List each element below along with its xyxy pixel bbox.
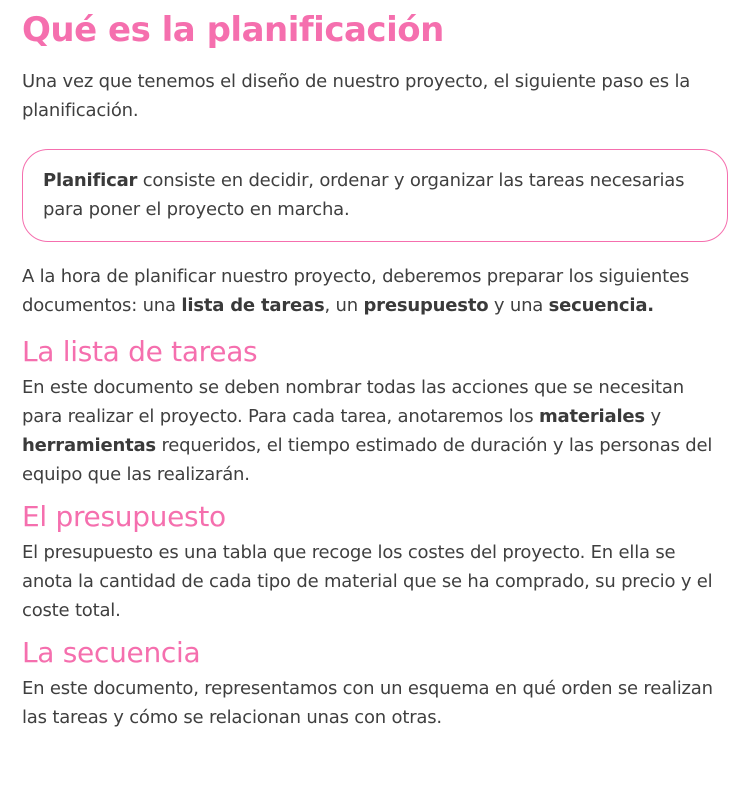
definition-term: Planificar (43, 170, 138, 191)
section-heading-lista-tareas: La lista de tareas (22, 335, 258, 368)
section-text-lista-tareas (22, 373, 722, 489)
documents-paragraph (22, 262, 722, 320)
tareas-text-2: y (644, 406, 661, 427)
definition-paragraph (43, 166, 707, 224)
definition-text: consiste en decidir, ordenar y organizar las tareas necesarias para poner el proyecto en marcha. (43, 170, 685, 220)
section-heading-presupuesto: El presupuesto (22, 500, 226, 533)
tareas-text-1: En este documento se deben nombrar todas las acciones que se necesitan para realizar el proyecto. Para cada tarea, anotaremos los (22, 377, 684, 427)
documents-text-2: , un (324, 295, 364, 316)
page-title: Qué es la planificación (22, 10, 444, 50)
tareas-text-3: requeridos, el tiempo estimado de duración y las personas del equipo que las realizarán. (22, 435, 713, 485)
documents-bold-presupuesto: presupuesto (363, 295, 489, 316)
documents-bold-secuencia: secuencia. (548, 295, 654, 316)
documents-bold-lista: lista de tareas (181, 295, 325, 316)
documents-text-1: A la hora de planificar nuestro proyecto, deberemos preparar los siguientes documentos: una (22, 266, 690, 316)
definition-box (22, 149, 728, 242)
section-heading-secuencia: La secuencia (22, 636, 201, 669)
intro-paragraph: Una vez que tenemos el diseño de nuestro proyecto, el siguiente paso es la planificación. (22, 71, 691, 121)
section-text-presupuesto: El presupuesto es una tabla que recoge los costes del proyecto. En ella se anota la cantidad de cada tipo de material que se ha comprado, su precio y el coste total. (22, 542, 713, 621)
tareas-bold-herramientas: herramientas (22, 435, 156, 456)
documents-text-3: y una (488, 295, 549, 316)
tareas-bold-materiales: materiales (538, 406, 645, 427)
section-text-secuencia: En este documento, representamos con un esquema en qué orden se realizan las tareas y cómo se relacionan unas con otras. (22, 678, 713, 728)
